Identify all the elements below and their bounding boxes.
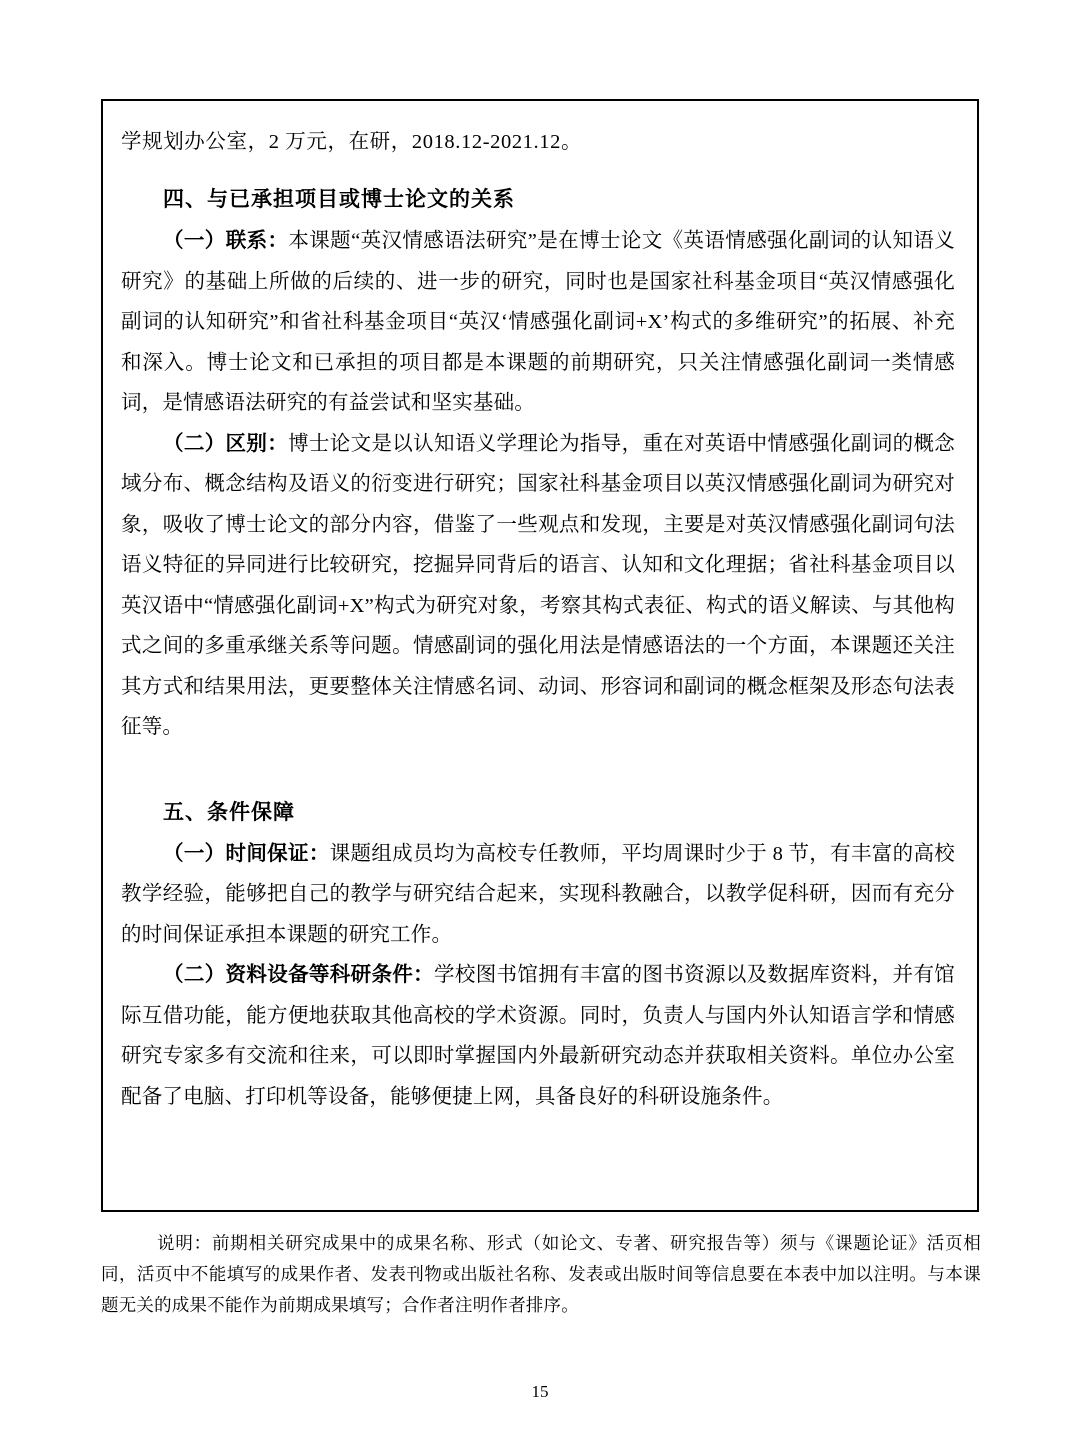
paragraph-text: 本课题“英汉情感语法研究”是在博士论文《英语情感强化副词的认知语义研究》的基础上所做的后续的、进一步的研究，同时也是国家社科基金项目“英汉情感强化副词的认知研究”和省社科基金项目“英汉‘情感强化副词+X’构式的多维研究”的拓展、补充和深入。博士论文和已承担的项目都是本课题的前期研究，只关注情感强化副词一类情感词，是情感语法研究的有益尝试和坚实基础。	[121, 230, 956, 414]
section-heading-4: 四、与已承担项目或博士论文的关系	[163, 187, 515, 211]
paragraph-label: （二）资料设备等科研条件：	[163, 964, 434, 986]
section-spacer	[121, 748, 955, 774]
paragraph-text: 学校图书馆拥有丰富的图书资源以及数据库资料，并有馆际互借功能，能方便地获取其他高校的学术资源。同时，负责人与国内外认知语言学和情感研究专家多有交流和往来，可以即时掌握国内外最新研究动态并获取相关资料。单位办公室配备了电脑、打印机等设备，能够便捷上网，具备良好的科研设施条件。	[121, 964, 955, 1108]
section-5-paragraph-2	[121, 955, 955, 1117]
section-heading-5: 五、条件保障	[163, 799, 295, 824]
paragraph-text: 博士论文是以认知语义学理论为指导，重在对英语中情感强化副词的概念域分布、概念结构及语义的衍变进行研究；国家社科基金项目以英汉情感强化副词为研究对象，吸收了博士论文的部分内容，借鉴了一些观点和发现，主要是对英汉情感强化副词句法语义特征的异同进行比较研究，挖掘异同背后的语言、认知和文化理据；省社科基金项目以英汉语中“情感强化副词+X”构式为研究对象，考察其构式表征、构式的语义解读、与其他构式之间的多重承继关系等问题。情感副词的强化用法是情感语法的一个方面，本课题还关注其方式和结果用法，更要整体关注情感名词、动词、形容词和副词的概念框架及形态句法表征等。	[121, 432, 955, 738]
section-4-paragraph-1	[121, 221, 955, 424]
paragraph-label: （一）联系：	[163, 230, 289, 252]
footnote-text: 说明：前期相关研究成果中的成果名称、形式（如论文、专著、研究报告等）须与《课题论证》活页相同，活页中不能填写的成果作者、发表刊物或出版社名称、发表或出版时间等信息要在本表中加以注明。与本课题无关的成果不能作为前期成果填写；合作者注明作者排序。	[101, 1233, 981, 1315]
continued-text-line: 学规划办公室，2 万元，在研，2018.12-2021.12。	[121, 131, 583, 153]
content-box	[101, 99, 979, 1212]
paragraph-label: （二）区别：	[163, 432, 289, 455]
paragraph-label: （一）时间保证：	[163, 842, 330, 865]
footnote-explanation	[101, 1228, 981, 1321]
section-4-paragraph-2	[121, 424, 955, 748]
section-5-paragraph-1	[121, 834, 955, 956]
page-number: 15	[531, 1382, 549, 1401]
paragraph-text: 课题组成员均为高校专任教师，平均周课时少于 8 节，有丰富的高校教学经验，能够把自己的教学与研究结合起来，实现科教融合，以教学促科研，因而有充分的时间保证承担本课题的研究工作。	[121, 842, 955, 946]
